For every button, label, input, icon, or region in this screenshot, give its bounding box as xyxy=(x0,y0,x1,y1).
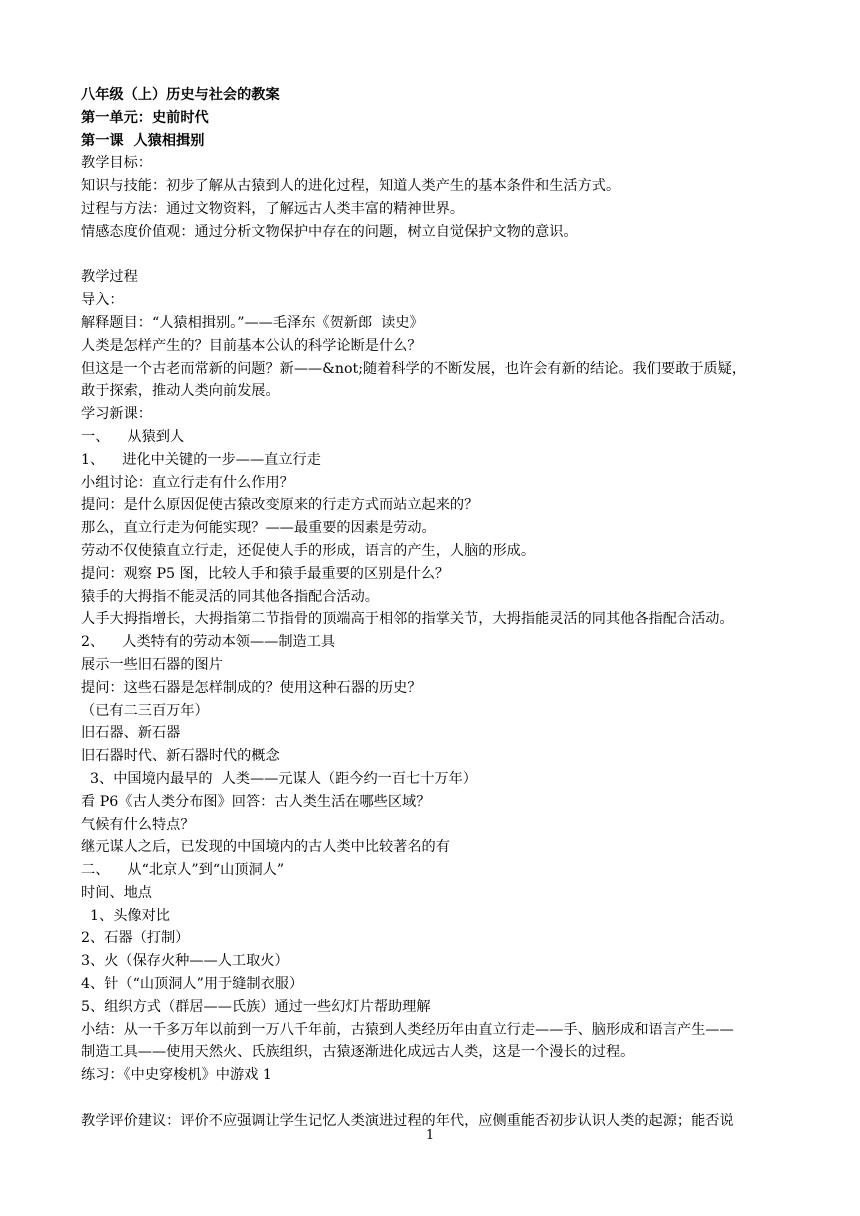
lesson-line: 继元谋人之后，已发现的中国境内的古人类中比较著名的有 xyxy=(81,839,450,856)
intro-line: 人类是怎样产生的？目前基本公认的科学论断是什么？ xyxy=(81,337,422,354)
lesson-line: 人手大拇指增长，大拇指第二节指骨的顶端高于相邻的指掌关节，大拇指能灵活的同其他各指配合活动。 xyxy=(81,611,734,628)
intro-line: 但这是一个古老而常新的问题？新——&not;随着科学的不断发展，也许会有新的结论。我们要敢于质疑， xyxy=(81,360,747,377)
document-body xyxy=(81,84,781,1133)
lesson-line: 小组讨论：直立行走有什么作用？ xyxy=(81,474,294,491)
lesson-line: 猿手的大拇指不能灵活的同其他各指配合活动。 xyxy=(81,588,379,605)
objectives-heading: 教学目标： xyxy=(81,155,152,172)
section-heading: 一、 从猿到人 xyxy=(81,428,185,445)
lesson-line: 看 P6《古人类分布图》回答：古人类生活在哪些区域？ xyxy=(81,793,431,810)
objective-attitude: 情感态度价值观：通过分析文物保护中存在的问题，树立自觉保护文物的意识。 xyxy=(81,223,578,240)
document-title: 八年级（上）历史与社会的教案 xyxy=(81,87,280,103)
intro-line: 解释题目：“人猿相揖别。”——毛泽东《贺新郎 读史》 xyxy=(81,314,424,331)
blank-line xyxy=(81,244,781,267)
summary-line: 小结：从一千多万年以前到一万八千年前，古猿到人类经历年由直立行走——手、脑形成和语言产生—— xyxy=(81,1021,734,1038)
intro-heading: 导入： xyxy=(81,292,124,309)
summary-line: 制造工具——使用天然火、氏族组织，古猿逐渐进化成远古人类，这是一个漫长的过程。 xyxy=(81,1044,635,1061)
lesson-line: 提问：这些石器是怎样制成的？使用这种石器的历史？ xyxy=(81,679,422,696)
new-lesson-heading: 学习新课： xyxy=(81,406,152,423)
lesson-line: 那么，直立行走为何能实现？——最重要的因素是劳动。 xyxy=(81,520,436,537)
lesson-line: 3、火（保存火种——人工取火） xyxy=(81,953,289,970)
blank-line xyxy=(81,1087,781,1110)
process-heading: 教学过程 xyxy=(81,269,138,286)
lesson-line: 旧石器时代、新石器时代的概念 xyxy=(81,748,280,765)
lesson-line: 展示一些旧石器的图片 xyxy=(81,656,223,673)
objective-process: 过程与方法：通过文物资料，了解远古人类丰富的精神世界。 xyxy=(81,200,465,217)
page-number: 1 xyxy=(425,1128,435,1143)
objective-knowledge: 知识与技能：初步了解从古猿到人的进化过程，知道人类产生的基本条件和生活方式。 xyxy=(81,178,621,195)
lesson-line: 提问：观察 P5 图，比较人手和猿手最重要的区别是什么？ xyxy=(81,565,450,582)
lesson-line: 4、针（“山顶洞人”用于缝制衣服） xyxy=(81,976,304,993)
subsection-heading: 2、 人类特有的劳动本领——制造工具 xyxy=(81,634,336,651)
lesson-line: 2、石器（打制） xyxy=(81,930,190,947)
unit-heading: 第一单元：史前时代 xyxy=(81,109,209,126)
lesson-line: 提问：是什么原因促使古猿改变原来的行走方式而站立起来的？ xyxy=(81,497,479,514)
evaluation-line: 教学评价建议：评价不应强调让学生记忆人类演进过程的年代，应侧重能否初步认识人类的起源；能否说 xyxy=(81,1112,734,1129)
lesson-line: 劳动不仅使猿直立行走，还促使人手的形成，语言的产生，人脑的形成。 xyxy=(81,542,536,559)
lesson-heading: 第一课 人猿相揖别 xyxy=(81,132,205,149)
lesson-line: 1、头像对比 xyxy=(81,907,170,924)
lesson-line: （已有二三百万年） xyxy=(81,702,209,719)
intro-line: 敢于探索，推动人类向前发展。 xyxy=(81,383,280,400)
lesson-line: 时间、地点 xyxy=(81,884,152,901)
lesson-line: 5、组织方式（群居——氏族）通过一些幻灯片帮助理解 xyxy=(81,998,431,1015)
subsection-heading: 1、 进化中关键的一步——直立行走 xyxy=(81,451,321,468)
exercise-line: 练习：《中史穿梭机》中游戏 1 xyxy=(81,1067,272,1084)
subsection-heading: 3、中国境内最早的 人类——元谋人（距今约一百七十万年） xyxy=(81,770,477,787)
section-heading: 二、 从“北京人”到“山顶洞人” xyxy=(81,862,285,879)
lesson-line: 气候有什么特点？ xyxy=(81,816,195,833)
lesson-line: 旧石器、新石器 xyxy=(81,725,181,742)
